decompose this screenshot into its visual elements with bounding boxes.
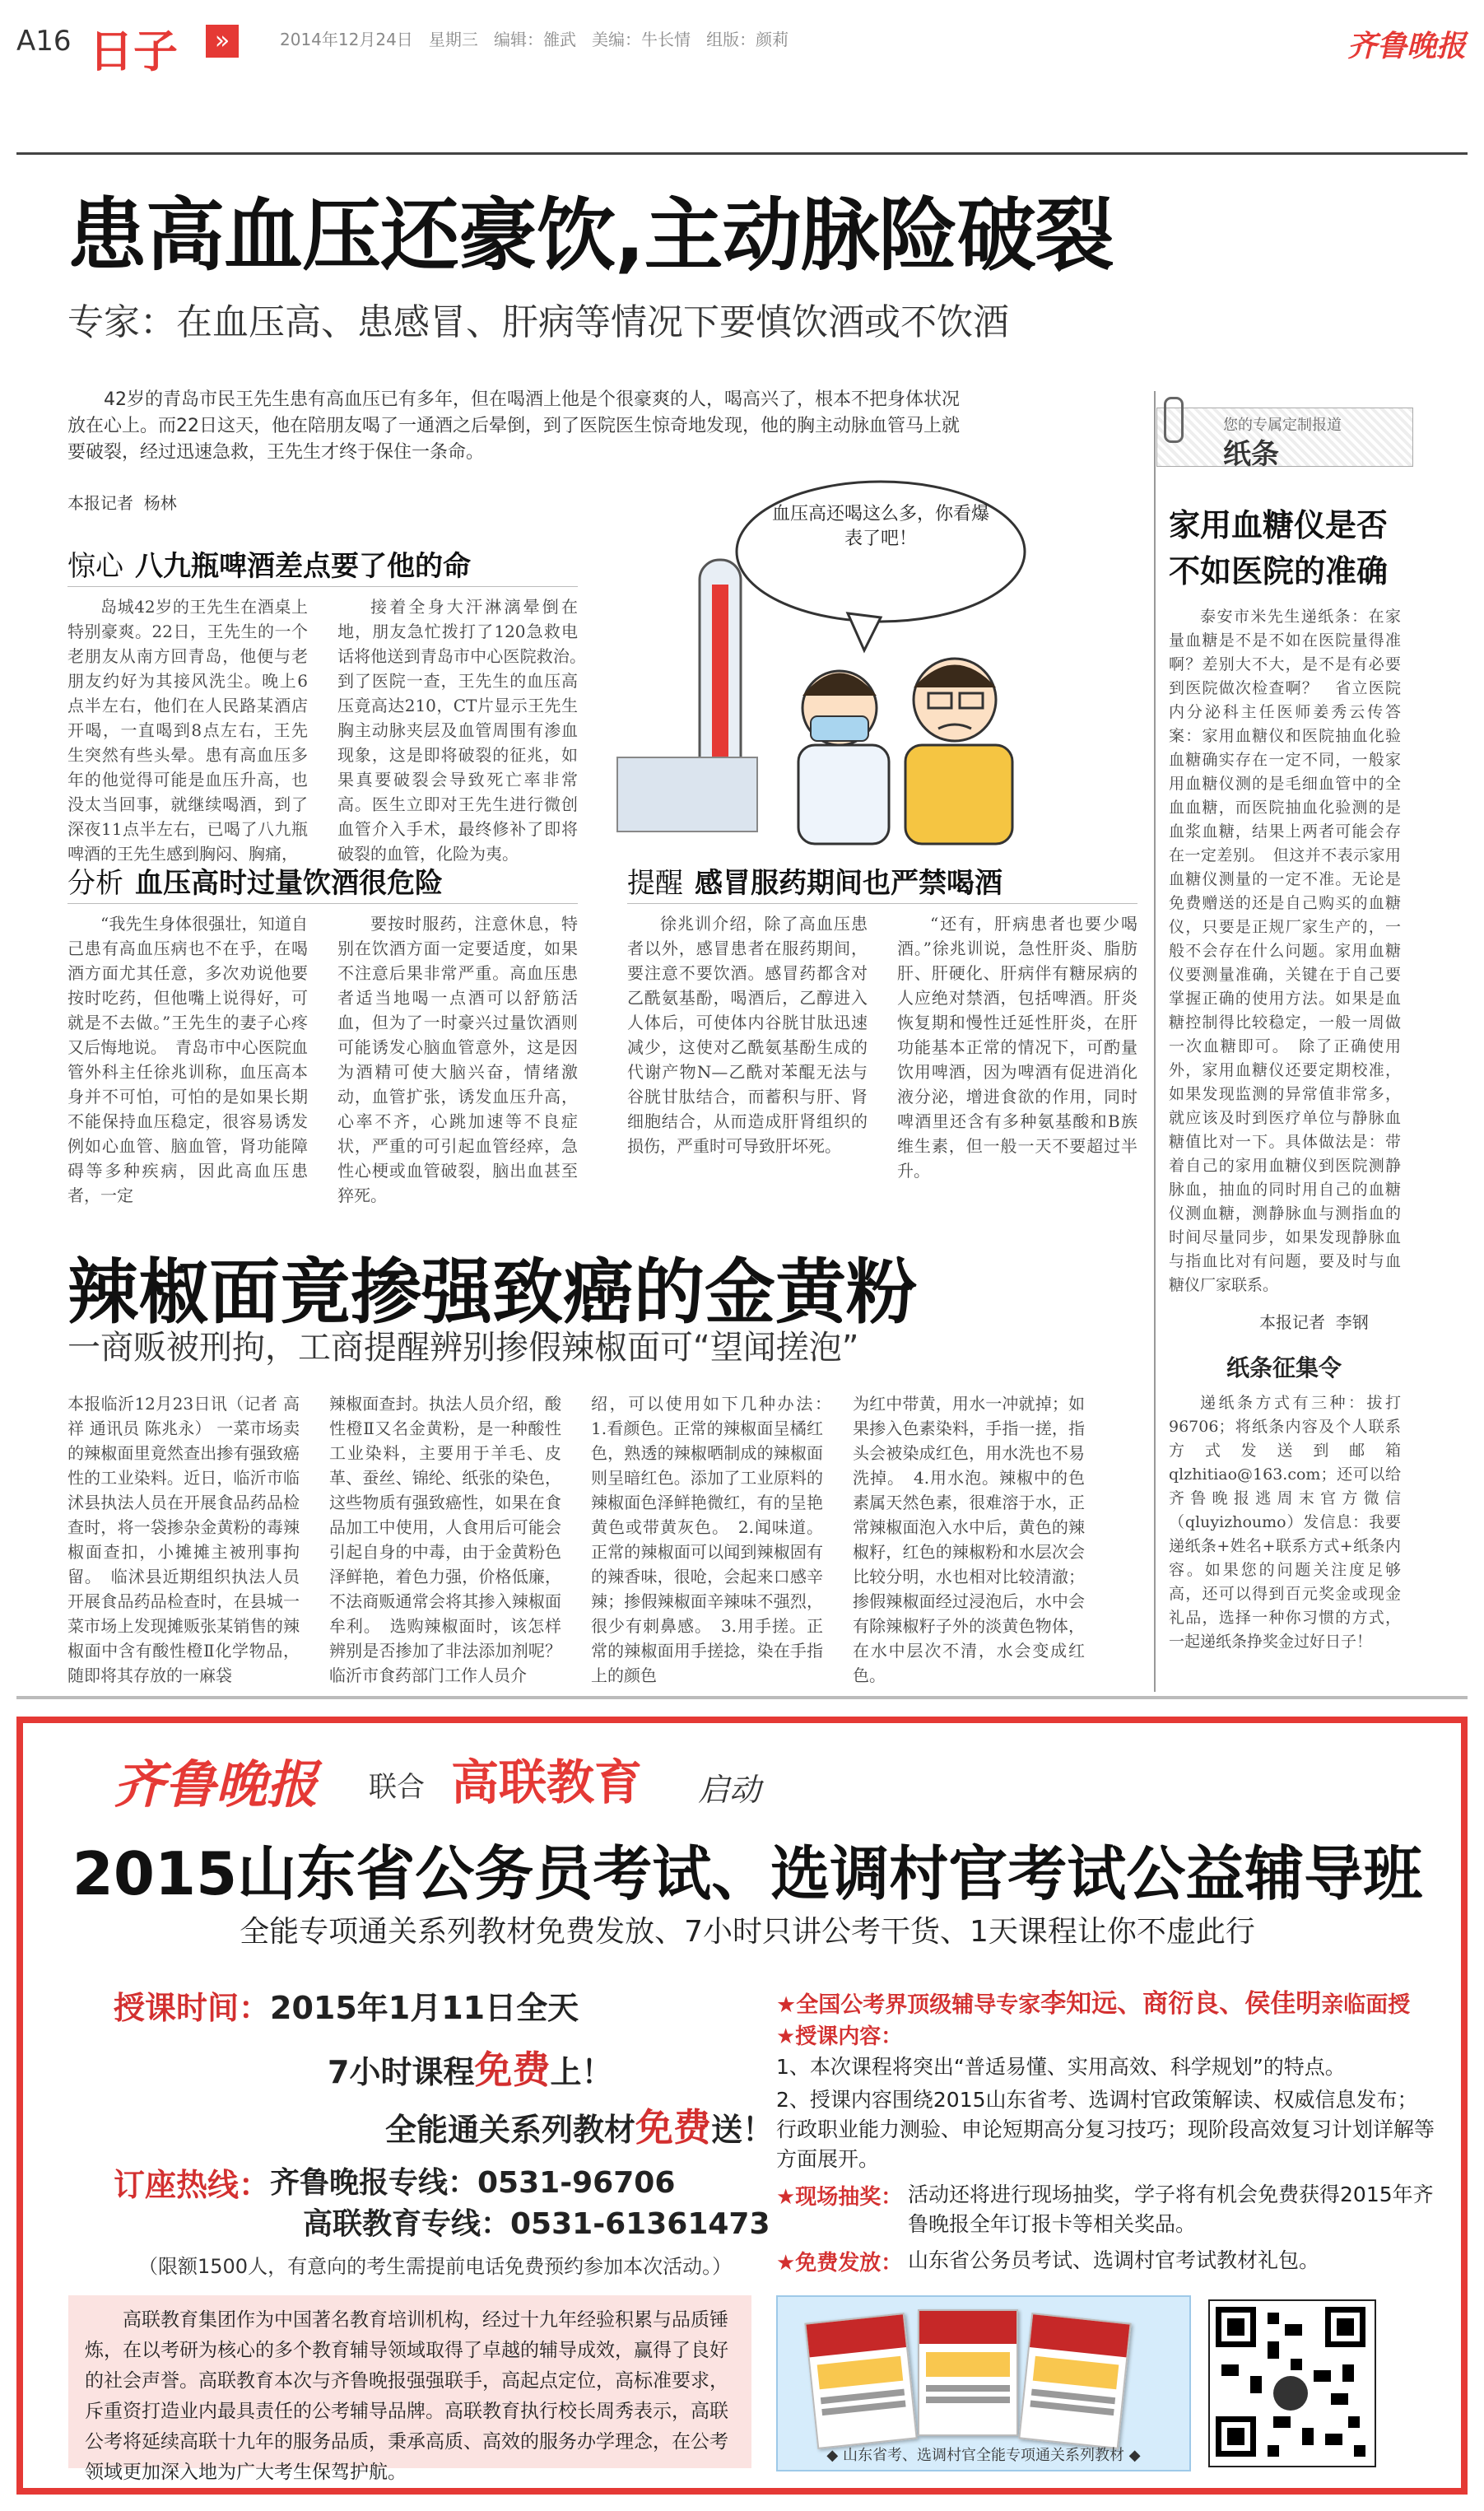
ad-join: 联合	[369, 1771, 425, 1804]
article1-subtitle: 专家：在血压高、患感冒、肝病等情况下要慎饮酒或不饮酒	[67, 301, 1009, 343]
article2-title: 辣椒面竟掺强致癌的金黄粉	[67, 1251, 917, 1334]
textbook-image	[1018, 2313, 1131, 2449]
article-column: 为红中带黄，用水一冲就掉；如果掺入色素染料，手指一搓，指头会被染成红色，用水洗也不易洗掉。 4.用水泡。辣椒中的色素属天然色素，很难溶于水，正常辣椒面泡入水中后，黄色的辣椒籽，红色的辣椒粉和水层次会比较分明，水也相对比较清澈；掺假辣椒面经过浸泡后，水中会有除辣椒籽子外的淡黄色物体，在水中层次不清，水会变成红色。	[853, 1394, 1085, 1685]
ad-hours-line	[328, 2040, 612, 2094]
article-column: 接着全身大汗淋漓晕倒在地，朋友急忙拨打了120急救电话将他送到青岛市中心医院救治。 到了医院一查，王先生的血压高压竟高达210，CT片显示王先生胸主动脉夹层及血管周围有渗血现象，这是即将破裂的征兆，如果真要破裂会导致死亡率非常高。医生立即对王先生进行微创血管介入手术，最终修补了即将破裂的血管，化险为夷。	[337, 597, 594, 864]
ad-intro-box	[68, 2295, 751, 2483]
article-column: “还有，肝病患者也要少喝酒。”徐兆训说，急性肝炎、脂肪肝、肝硬化、肝病伴有糖尿病的人应绝对禁酒，包括啤酒。肝炎恢复期和慢性迁延性肝炎，在肝功能基本正常的情况下，可酌量饮用啤酒，因为啤酒有促进消化液分泌，增进食欲的作用，同时啤酒里还含有多种氨基酸和B族维生素，但一般一天不要超过半升。	[897, 914, 1137, 1181]
collect-title: 纸条征集令	[1226, 1354, 1342, 1381]
column-rule	[627, 903, 1137, 904]
section-arrow-icon: »	[206, 25, 239, 58]
textbook-image	[918, 2309, 1018, 2436]
column-rule	[67, 903, 578, 904]
page-number: A16	[16, 25, 72, 58]
section-heading	[67, 543, 471, 584]
article-column: 绍，可以使用如下几种办法： 1.看颜色。正常的辣椒面呈橘红色，熟透的辣椒晒制成的辣椒面则呈暗红色。添加了工业原料的辣椒面色泽鲜艳微红，有的呈艳黄色或带黄灰色。 2.闻味道。正常的辣椒面可以闻到辣椒固有的辣香味，很呛，会起来口感辛辣；掺假辣椒面辛辣味不强烈，很少有刺鼻感。 3.用手搓。正常的辣椒面用手搓捻，染在手指上的颜色	[591, 1394, 840, 1685]
clip-icon	[1164, 397, 1184, 443]
ad-limit: （限额1500人，有意向的考生需提前电话免费预约参加本次活动。）	[138, 2255, 733, 2278]
textbook-image	[804, 2313, 917, 2449]
ad-separator	[16, 1696, 1468, 1699]
ad-headline: 2015山东省公务员考试、选调村官考试公益辅导班	[72, 1839, 1423, 1908]
ad-time-label: 授课时间：	[114, 1990, 271, 2026]
article1-title: 患高血压还豪饮,主动脉险破裂	[67, 189, 1114, 282]
header-meta: 2014年12月24日 星期三 编辑：雒武 美编：牛长情 组版：颜莉	[280, 30, 789, 49]
section-heading	[67, 860, 443, 901]
heading-text: 感冒服药期间也严禁喝酒	[695, 867, 1003, 900]
article1-byline: 本报记者 杨林	[67, 493, 177, 513]
ad-books-panel	[776, 2295, 1191, 2471]
ad-time-value: 2015年1月11日全天	[270, 1990, 579, 2026]
ad-hotline-1: 齐鲁晚报专线：0531-96706	[270, 2166, 676, 2200]
qr-code-icon	[1208, 2299, 1376, 2467]
ad-partner: 高联教育	[451, 1754, 643, 1810]
article-column: 岛城42岁的王先生在酒桌上特别豪爽。22日，王先生的一个老朋友从南方回青岛，他便与老朋友约好为其接风洗尘。晚上6点半左右，他们在人民路某酒店开喝，一直喝到8点左右，王先生突然有些头晕。患有高血压多年的他觉得可能是血压升高，也没太当回事，就继续喝酒，到了深夜11点半左右，已喝了八九瓶啤酒的王先生感到胸闷、胸痛，	[67, 597, 308, 864]
illustration	[601, 461, 1029, 848]
article1-lead: 42岁的青岛市民王先生患有高血压已有多年，但在喝酒上他是个很豪爽的人，喝高兴了，根本不把身体状况放在心上。而22日这天，他在陪朋友喝了一通酒之后晕倒，到了医院医生惊奇地发现，他的胸主动脉血管马上就要破裂，经过迅速急救，王先生才终于保住一条命。	[67, 389, 960, 463]
article-column: 本报临沂12月23日讯（记者 高祥 通讯员 陈兆永） 一菜市场卖的辣椒面里竟然查出掺有强致癌性的工业染料。近日，临沂市临沭县执法人员在开展食品药品检查时，将一袋掺杂金黄粉的毒辣椒面查扣，小摊摊主被刑事拘留。 临沭县近期组织执法人员开展食品药品检查时，在县城一菜市场上发现摊贩张某销售的辣椒面中含有酸性橙Ⅱ化学物品，随即将其存放的一麻袋	[67, 1394, 300, 1685]
sidebar-question-line: 家用血糖仪是否	[1169, 507, 1389, 543]
ad-content-2: 2、授课内容围绕2015山东省考、选调村官政策解读、权威信息发布；行政职业能力测验、申论短期高分复习技巧；现阶段高效复习计划详解等方面展开。	[776, 2088, 1435, 2171]
heading-kicker: 提醒	[627, 867, 683, 900]
ad-brand: 齐鲁晚报	[114, 1754, 319, 1815]
ad-lottery: 活动还将进行现场抽奖，学子将有机会免费获得2015年齐鲁晚报全年订报卡等相关奖品。	[908, 2183, 1434, 2236]
ad-experts-line	[776, 1982, 1410, 2020]
article-column: 辣椒面查封。执法人员介绍，酸性橙Ⅱ又名金黄粉，是一种酸性工业染料，主要用于羊毛、皮革、蚕丝、锦纶、纸张的染色，这些物质有强致癌性，如果在食品加工中使用，人食用后可能会引起自身的中毒，由于金黄粉色泽鲜艳，着色力强，价格低廉，不法商贩通常会将其掺入辣椒面牟利。 选购辣椒面时，该怎样辨别是否掺加了非法添加剂呢？临沂市食药部门工作人员介	[329, 1394, 561, 1685]
brand-logo: 齐鲁晚报	[1347, 29, 1466, 63]
ad-tagline: 全能专项通关系列教材免费发放、7小时只讲公考干货、1天课程让你不虚此行	[240, 1915, 1255, 1949]
heading-text: 血压高时过量饮酒很危险	[135, 867, 443, 900]
ad-gift-label: ★免费发放：	[776, 2251, 903, 2276]
header-rule	[16, 152, 1468, 155]
ad-free-text: 免费	[474, 2047, 551, 2092]
sidebar-name: 纸条	[1223, 438, 1279, 471]
sidebar-byline: 本报记者 李钢	[1259, 1312, 1369, 1332]
ad-text: 上！	[550, 2054, 613, 2090]
heading-kicker: 分析	[67, 867, 123, 900]
ad-experts-names: 李知远、商衍良、侯佳明	[1040, 1989, 1322, 2019]
ad-time-line	[114, 1982, 579, 2028]
ad-free-text: 免费	[635, 2105, 712, 2150]
column-rule	[67, 586, 578, 587]
ad-content-1: 1、本次课程将突出“普适易懂、实用高效、科学规划”的特点。	[776, 2055, 1346, 2079]
sidebar-body: 泰安市米先生递纸条：在家量血糖是不是不如在医院量得准啊？差别大不大，是不是有必要到医院做次检查啊？ 省立医院内分泌科主任医师姜秀云传答案：家用血糖仪和医院抽血化验血糖确实存在一定不同，一般家用血糖仪测的是毛细血管中的全血血糖，而医院抽血化验测的是血浆血糖，结果上两者可能会存在一定差别。 但这并不表示家用血糖仪测量的一定不准。无论是免费赠送的还是自己购买的血糖仪，只要是正规厂家生产的，一般不会存在什么问题。家用血糖仪要测量准确，关键在于自己要掌握正确的使用方法。如果是血糖控制得比较稳定，一般一周做一次血糖即可。 除了正确使用外，家用血糖仪还要定期校准，如果发现监测的异常值非常多，就应该及时到医疗单位与静脉血糖值比对一下。具体做法是：带着自己的家用血糖仪到医院测静脉血，抽血的同时用自己的血糖仪测血糖，测静脉血与测指血的时间尽量同步，如果发现静脉血与指血比对有问题，要及时与血糖仪厂家联系。	[1169, 608, 1401, 1294]
collect-body: 递纸条方式有三种：拔打96706；将纸条内容及个人联系方式发送到邮箱qlzhitiao@163.com；还可以给齐鲁晚报逃周末官方微信（qluyizhoumo）发信息：我要递纸条+姓名+联系方式+纸条内容。如果您的问题关注度足够高，还可以得到百元奖金或现金礼品，选择一种你习惯的方式，一起递纸条挣奖金过好日子！	[1169, 1394, 1401, 1651]
heading-text: 八九瓶啤酒差点要了他的命	[135, 550, 471, 583]
section-heading	[627, 860, 1003, 901]
speech-bubble-text: 血压高还喝这么多，你看爆表了吧！	[771, 504, 989, 549]
ad-books-caption: ◆ 山东省考、选调村官全能专项通关系列教材 ◆	[826, 2447, 1141, 2464]
ad-content-label: ★授课内容：	[776, 2024, 903, 2049]
sidebar-question-line: 不如医院的准确	[1169, 553, 1389, 589]
ad-experts-suffix: 亲临面授	[1321, 1992, 1411, 2018]
section-name: 日子	[89, 26, 178, 77]
heading-kicker: 惊心	[67, 550, 123, 583]
ad-text: 全能通关系列教材	[385, 2112, 636, 2148]
ad-gift: 山东省公务员考试、选调村官考试教材礼包。	[908, 2248, 1320, 2272]
ad-lottery-label: ★现场抽奖：	[776, 2185, 903, 2210]
page-header	[0, 0, 1484, 91]
sidebar-tag: 您的专属定制报道	[1223, 417, 1342, 434]
sidebar-tag-box	[1156, 408, 1413, 471]
article-column: “我先生身体很强壮，知道自己患有高血压病也不在乎，在喝酒方面尤其任意，多次劝说他要按时吃药，但他嘴上说得好，可就是不去做。”王先生的妻子心疼又后悔地说。 青岛市中心医院血管外科主任徐兆训称，血压高本身并不可怕，可怕的是如果长期不能保持血压稳定，很容易诱发例如心血管、脑血管，肾功能障碍等多种疾病，因此高血压患者，一定	[67, 914, 308, 1205]
ad-hotline-2: 高联教育专线：0531-61361473	[303, 2207, 770, 2241]
sidebar-divider	[1154, 391, 1156, 1692]
ad-text: 送！	[711, 2112, 775, 2148]
qr-code-graphic	[1210, 2301, 1371, 2462]
ad-hotline-label: 订座热线：	[114, 2167, 271, 2203]
article2-subtitle: 一商贩被刑拘，工商提醒辨别掺假辣椒面可“望闻搓泡”	[67, 1329, 859, 1367]
ad-books-line	[385, 2098, 774, 2152]
ad-intro: 高联教育集团作为中国著名教育培训机构，经过十九年经验积累与品质锤炼，在以考研为核心的多个教育辅导领域取得了卓越的辅导成效，赢得了良好的社会声誉。高联教育本次与齐鲁晚报强强联手，高起点定位，高标准要求，斥重资打造业内最具责任的公考辅导品牌。高联教育执行校长周秀表示，高联公考将延续高联十九年的服务品质，秉承高质、高效的服务办学理念，在公考领域更加深入地为广大考生保驾护航。	[85, 2309, 728, 2483]
article-column: 徐兆训介绍，除了高血压患者以外，感冒患者在服药期间，要注意不要饮酒。感冒药都含对乙酰氨基酚，喝酒后，乙醇进入人体后，可使体内谷胱甘肽迅速减少，这使对乙酰氨基酚生成的代谢产物N—乙酰对苯醌无法与谷胱甘肽结合，而蓄积与肝、肾细胞结合，从而造成肝肾组织的损伤，严重时可导致肝坏死。	[627, 914, 868, 1156]
advertisement	[16, 1717, 1468, 2495]
sidebar-question-title	[1169, 502, 1416, 594]
ad-text: 7小时课程	[328, 2054, 475, 2090]
article-column: 要按时服药，注意休息，特别在饮酒方面一定要适度，如果不注意后果非常严重。高血压患者适当地喝一点酒可以舒筋活血，但为了一时豪兴过量饮酒则可能诱发心脑血管意外，这是因为酒精可使大脑兴奋，情绪激动，血管扩张，诱发血压升高，心率不齐，心跳加速等不良症状，严重的可引起血管经瘁，急性心梗或血管破裂，脑出血甚至猝死。	[337, 914, 578, 1205]
ad-launch: 启动	[698, 1772, 761, 1808]
ad-experts-prefix: ★全国公考界顶级辅导专家	[776, 1992, 1041, 2018]
